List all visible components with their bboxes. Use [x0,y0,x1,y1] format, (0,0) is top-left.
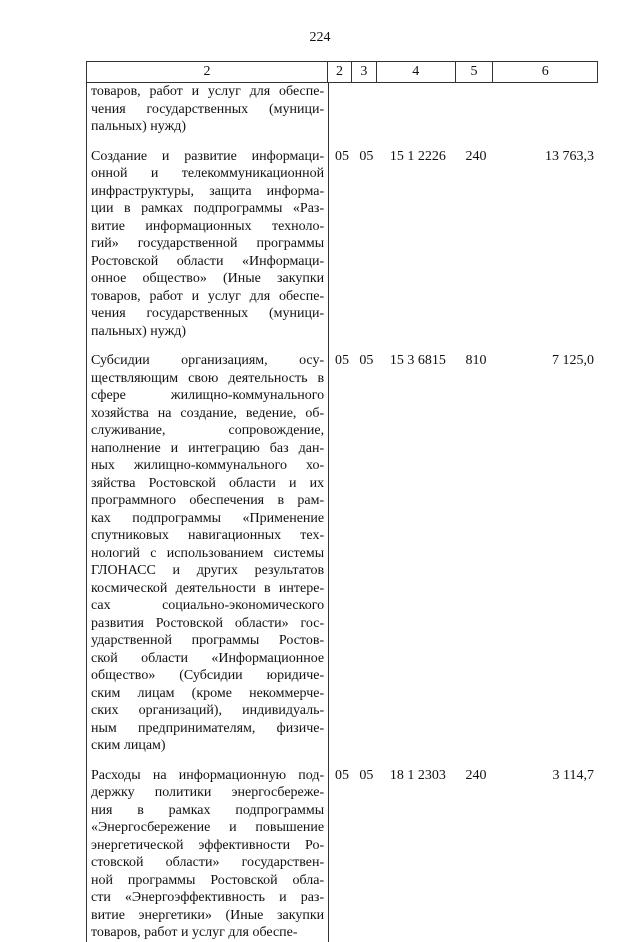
description-line: онное общество» (Иные закупки [91,271,325,286]
description-line: сфере жилищно-коммунального [91,388,325,403]
row-target-article: 15 1 2226 [389,148,446,164]
description-line: ной программы Ростовской обла- [91,872,325,888]
description-line: ских организаций), индивидуаль- [91,703,325,718]
description-line: ках подпрограммы «Применение [91,510,325,526]
description-line: товаров, работ и услуг для обеспе- [91,288,325,304]
description-line: ской области «Информационное [91,650,325,666]
row-amount [495,83,598,136]
description-line: инфраструктуры, защита информа- [91,183,325,199]
description-line: чения государственных (муници- [91,101,325,117]
description-line: товаров, работ и услуг для обеспе- [91,84,325,99]
row-description [87,83,330,136]
row-section: 05 [335,767,350,783]
description-line: ГЛОНАСС и других результатов [91,563,325,578]
header-col-section: 2 [328,62,352,82]
description-line: сах социально-экономического [91,598,325,613]
row-expense-type: 240 [465,148,487,164]
description-line: держку политики энергосбереже- [91,785,325,800]
header-col-subsection: 3 [352,62,377,82]
row-subsection [354,83,379,136]
table-row [87,767,598,942]
description-line: наполнение и интеграцию баз дан- [91,440,325,456]
description-line: ским лицам) [91,738,166,753]
header-col-amount: 6 [541,64,549,79]
description-line: чения государственных (муници- [91,306,325,321]
description-line: программного обеспечения в рам- [91,493,325,508]
description-line: ния в рамках подпрограммы [91,802,325,818]
description-line: витие информационных техноло- [91,218,325,234]
row-target-article: 15 3 6815 [389,353,446,368]
row-expense-type: 810 [465,353,487,368]
description-line: ществляющим свою деятельность в [91,370,325,386]
table-row [87,83,598,136]
description-line: космической деятельности в интере- [91,580,325,596]
description-line: Субсидии организациям, осу- [91,353,325,368]
row-amount: 3 114,7 [552,767,595,783]
description-line: гий» государственной программы [91,236,325,251]
row-expense-type: 240 [465,767,487,783]
row-subsection: 05 [359,148,374,164]
description-line: пальных) нужд) [91,119,187,134]
table-body [86,83,598,942]
table-row [87,148,598,341]
row-amount: 13 763,3 [545,148,595,164]
row-target-article [379,83,457,136]
description-line: хозяйства на создание, ведение, об- [91,405,325,421]
header-col-description: 2 [87,62,328,82]
row-subsection: 05 [359,353,374,368]
row-amount: 7 125,0 [552,353,595,368]
description-line: ных жилищно-коммунального хо- [91,458,325,473]
row-description [87,767,330,942]
row-description [87,148,330,341]
header-col-target-article: 4 [377,62,456,82]
description-line: «Энергосбережение и повышение [91,820,325,835]
row-subsection: 05 [359,767,374,783]
description-line: онной и телекоммуникационной [91,166,325,181]
row-expense-type [457,83,495,136]
description-line: сти «Энергоэффективность и раз- [91,890,325,905]
description-line: развития Ростовской области» гос- [91,615,325,631]
description-line: энергетической эффективности Ро- [91,837,325,853]
description-line: пальных) нужд) [91,323,187,339]
description-line: спутниковых навигационных тех- [91,528,325,543]
description-line: товаров, работ и услуг для обеспе- [91,925,298,940]
description-line: ции в рамках подпрограммы «Раз- [91,201,325,216]
table-row [87,352,598,755]
description-line: ским лицам (кроме некоммерче- [91,685,325,701]
description-line: ным предпринимателям, физиче- [91,720,325,736]
budget-table [86,61,598,942]
row-target-article: 18 1 2303 [389,767,446,783]
row-section: 05 [335,148,350,164]
row-section: 05 [335,353,350,368]
page-number: 224 [309,30,331,45]
header-col-expense-type: 5 [456,62,494,82]
description-line: витие энергетики» (Иные закупки [91,907,325,923]
description-line: ударственной программы Ростов- [91,633,325,648]
description-line: общество» (Субсидии юридиче- [91,668,325,683]
description-line: нологий с использованием системы [91,545,325,561]
description-line: Ростовской области «Информаци- [91,253,325,269]
description-line: стовской области» государствен- [91,855,325,870]
description-line: Создание и развитие информаци- [91,148,325,164]
table-header-row [86,61,598,83]
row-description [87,352,330,755]
row-section [330,83,354,136]
description-line: служивание, сопровождение, [91,423,325,438]
description-line: Расходы на информационную под- [91,767,325,783]
description-line: зяйства Ростовской области и их [91,475,325,491]
